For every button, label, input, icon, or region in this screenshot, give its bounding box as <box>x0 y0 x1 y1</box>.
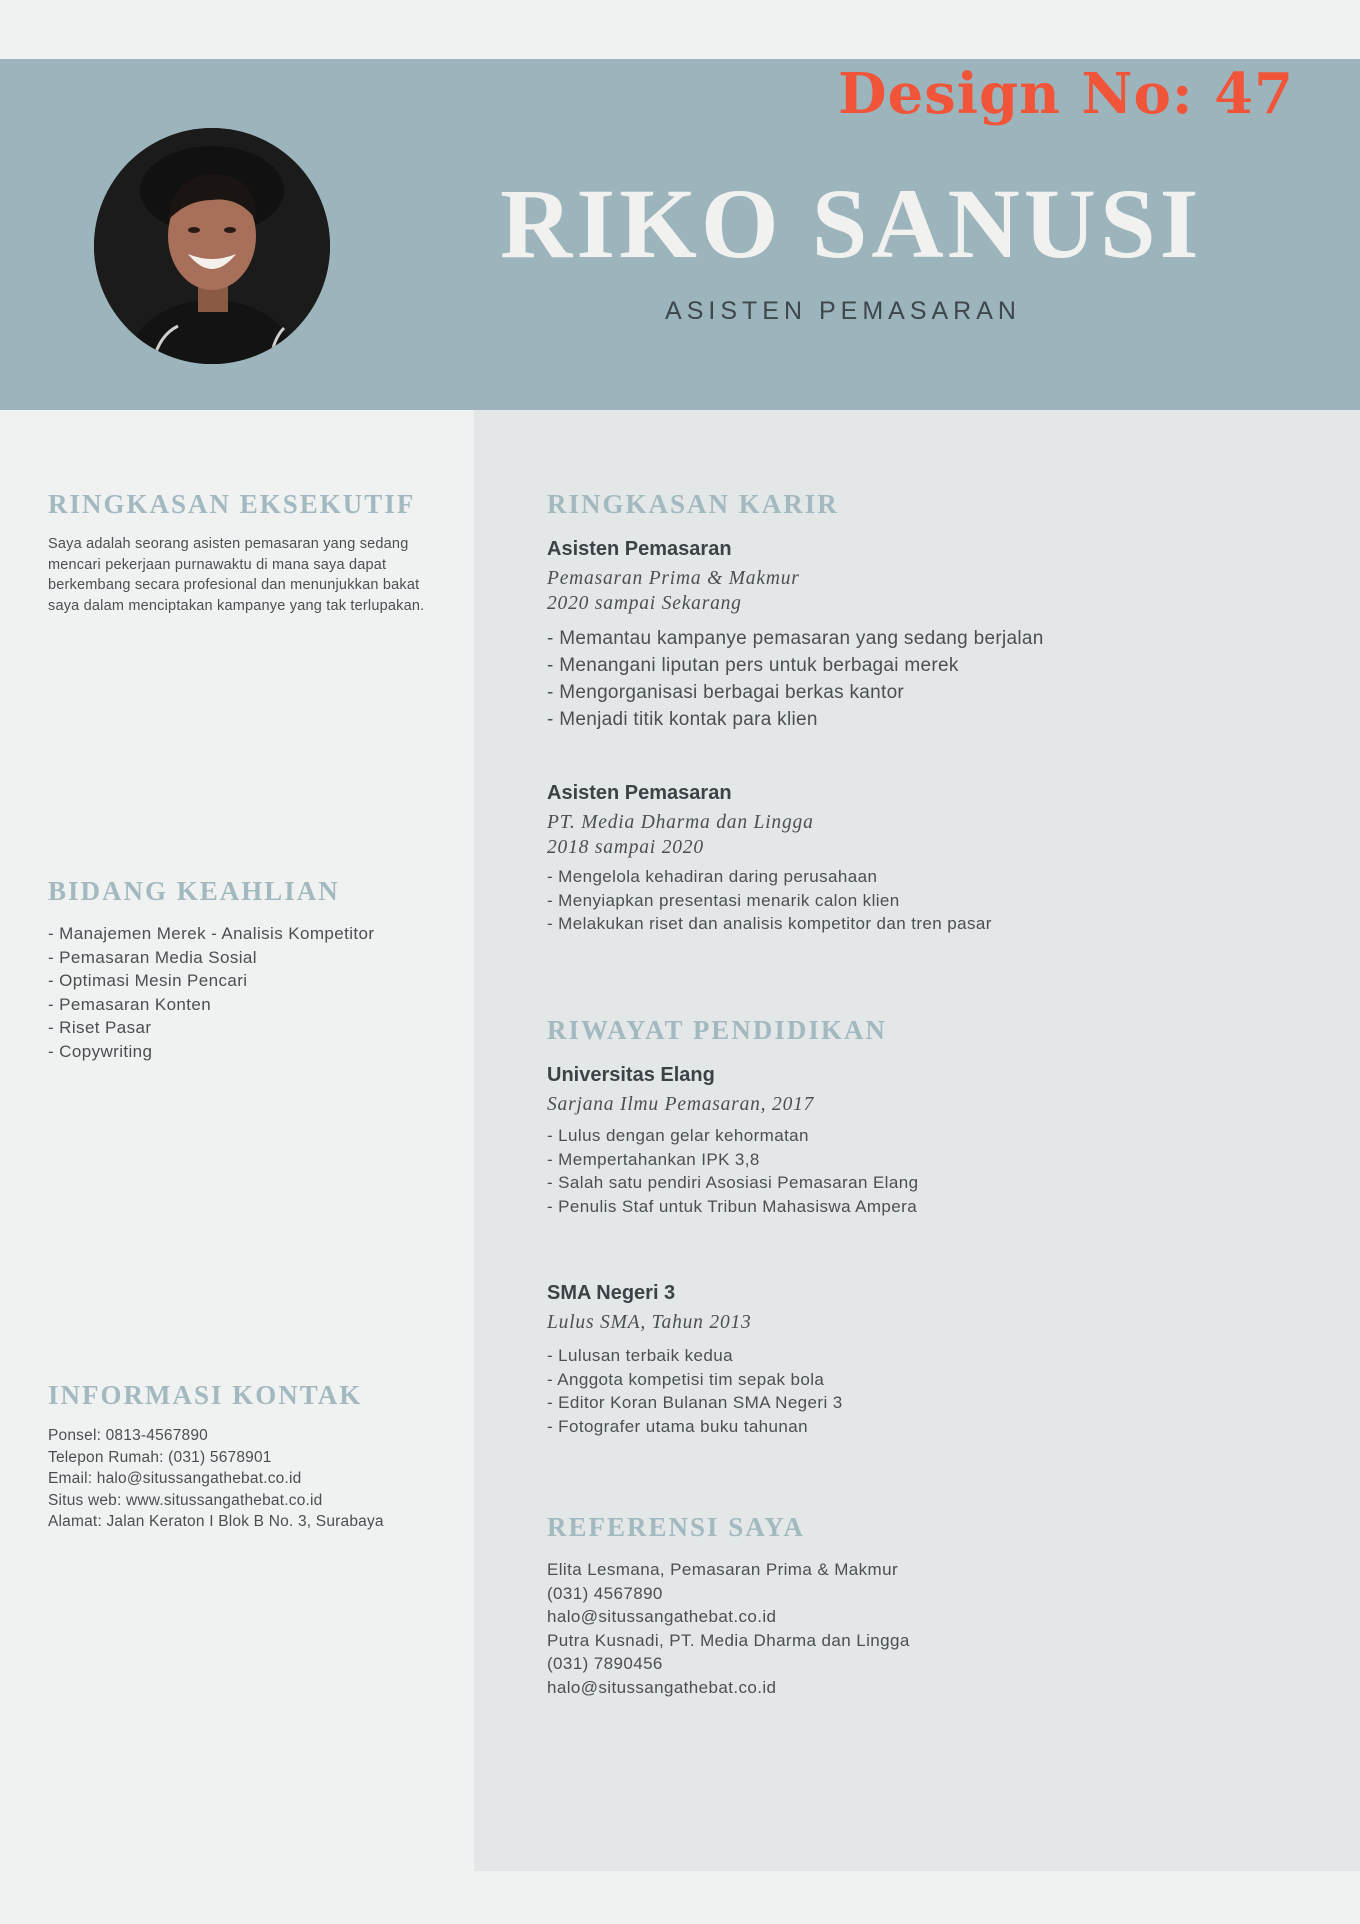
education-point: - Lulus dengan gelar kehormatan <box>547 1126 809 1145</box>
job-duties <box>547 865 992 936</box>
reference-line: Putra Kusnadi, PT. Media Dharma dan Lingga <box>547 1630 910 1650</box>
education-entry <box>547 1061 918 1218</box>
skill-item: - Optimasi Mesin Pencari <box>48 971 248 990</box>
job-duties <box>547 625 1044 733</box>
school-points <box>547 1344 843 1438</box>
reference-line: Elita Lesmana, Pemasaran Prima & Makmur <box>547 1560 899 1579</box>
section-title-career: RINGKASAN KARIR <box>547 489 839 519</box>
education-point: - Salah satu pendiri Asosiasi Pemasaran Elang <box>547 1173 919 1192</box>
candidate-role: ASISTEN PEMASARAN <box>665 297 1021 325</box>
job-title: Asisten Pemasaran <box>547 538 732 560</box>
contact-home-phone: Telepon Rumah: (031) 5678901 <box>48 1448 272 1466</box>
section-title-references: REFERENSI SAYA <box>547 1512 805 1542</box>
duty-item: - Memantau kampanye pemasaran yang sedang berjalan <box>547 628 1044 649</box>
job-entry <box>547 779 992 936</box>
school-name: SMA Negeri 3 <box>547 1282 676 1304</box>
duty-item: - Melakukan riset dan analisis kompetitor dan tren pasar <box>547 914 992 933</box>
contact-address: Alamat: Jalan Keraton I Blok B No. 3, Surabaya <box>48 1513 384 1530</box>
duty-item: - Menangani liputan pers untuk berbagai merek <box>547 655 959 676</box>
person-portrait-icon <box>94 128 330 364</box>
skill-item: - Manajemen Merek - Analisis Kompetitor <box>48 924 375 943</box>
summary-line: saya dalam menciptakan kampanye yang tak terlupakan. <box>48 597 425 614</box>
job-company: PT. Media Dharma dan Lingga <box>547 812 814 833</box>
skill-item: - Copywriting <box>48 1041 153 1061</box>
profile-photo <box>94 128 330 364</box>
skill-item: - Riset Pasar <box>48 1018 152 1037</box>
section-title-education: RIWAYAT PENDIDIKAN <box>547 1015 887 1045</box>
job-title: Asisten Pemasaran <box>547 782 732 804</box>
education-entry <box>547 1279 843 1438</box>
design-number-label: Design No: 47 <box>838 61 1294 127</box>
job-period: 2018 sampai 2020 <box>547 837 704 858</box>
education-point: - Anggota kompetisi tim sepak bola <box>547 1369 825 1389</box>
duty-item: - Menjadi titik kontak para klien <box>547 709 818 730</box>
executive-summary-text <box>48 534 424 616</box>
school-detail: Sarjana Ilmu Pemasaran, 2017 <box>547 1094 815 1115</box>
contact-website: Situs web: www.situssangathebat.co.id <box>48 1491 323 1509</box>
job-company: Pemasaran Prima & Makmur <box>547 568 800 589</box>
summary-line: Saya adalah seorang asisten pemasaran yang sedang <box>48 536 409 552</box>
summary-line: mencari pekerjaan purnawaktu di mana saya dapat <box>48 556 387 573</box>
contact-phone: Ponsel: 0813-4567890 <box>48 1427 208 1444</box>
skills-list <box>48 922 374 1063</box>
skill-item: - Pemasaran Media Sosial <box>48 947 257 967</box>
reference-line: halo@situssangathebat.co.id <box>547 1677 777 1697</box>
school-name: Universitas Elang <box>547 1064 715 1086</box>
contact-info <box>48 1425 384 1533</box>
candidate-name: RIKO SANUSI <box>500 168 1203 279</box>
references-list <box>547 1558 910 1699</box>
school-points <box>547 1124 918 1218</box>
reference-line: (031) 7890456 <box>547 1654 663 1673</box>
reference-line: halo@situssangathebat.co.id <box>547 1607 777 1626</box>
reference-line: (031) 4567890 <box>547 1583 663 1603</box>
education-point: - Editor Koran Bulanan SMA Negeri 3 <box>547 1393 843 1412</box>
section-title-executive-summary: RINGKASAN EKSEKUTIF <box>48 489 416 519</box>
job-entry <box>547 535 1044 733</box>
education-point: - Lulusan terbaik kedua <box>547 1346 733 1365</box>
education-point: - Penulis Staf untuk Tribun Mahasiswa Ampera <box>547 1196 918 1216</box>
summary-line: berkembang secara profesional dan menunjukkan bakat <box>48 577 420 593</box>
duty-item: - Mengelola kehadiran daring perusahaan <box>547 867 878 886</box>
job-period: 2020 sampai Sekarang <box>547 593 742 614</box>
duty-item: - Mengorganisasi berbagai berkas kantor <box>547 682 905 703</box>
section-title-contact: INFORMASI KONTAK <box>48 1380 363 1410</box>
education-point: - Fotografer utama buku tahunan <box>547 1416 808 1436</box>
education-point: - Mempertahankan IPK 3,8 <box>547 1149 760 1169</box>
section-title-skills: BIDANG KEAHLIAN <box>48 876 340 906</box>
contact-email: Email: halo@situssangathebat.co.id <box>48 1470 302 1487</box>
skill-item: - Pemasaran Konten <box>48 994 212 1014</box>
school-detail: Lulus SMA, Tahun 2013 <box>547 1312 752 1333</box>
duty-item: - Menyiapkan presentasi menarik calon klien <box>547 890 900 910</box>
